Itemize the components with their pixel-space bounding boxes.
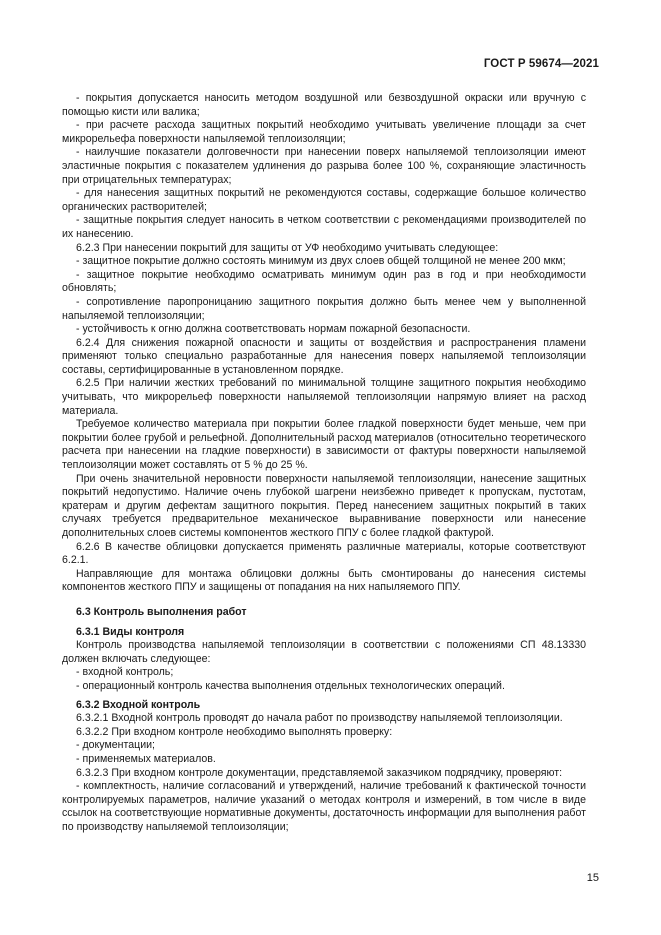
- paragraph: Контроль производства напыляемой теплоизоляции в соответствии с положениями СП 48.13330 должен включать следующее:: [62, 639, 586, 665]
- paragraph: - защитные покрытия следует наносить в четком соответствии с рекомендациями производителей по их нанесению.: [62, 214, 586, 240]
- paragraph: - входной контроль;: [76, 666, 174, 679]
- paragraph: - комплектность, наличие согласований и утверждений, наличие требований к фактической точности контролируемых параметров, наличие указаний о методах контроля и измерений, в том числе в виде ссылок на соответствующие нормативные документы, достаточность информации для выполнения работ по производству напыляемой теплоизоляции;: [62, 780, 586, 833]
- section-heading: 6.3 Контроль выполнения работ: [76, 605, 247, 618]
- paragraph: - устойчивость к огню должна соответствовать нормам пожарной безопасности.: [76, 323, 471, 336]
- paragraph: - защитное покрытие необходимо осматривать минимум один раз в год и при необходимости обновлять;: [62, 268, 586, 295]
- paragraph: 6.3.2.3 При входном контроле документации, представляемой заказчиком подрядчику, проверяют:: [76, 766, 563, 779]
- paragraph: - применяемых материалов.: [76, 752, 216, 765]
- paragraph: - при расчете расхода защитных покрытий необходимо учитывать увеличение площади за счет микрорельефа поверхности напыляемой теплоизоляции;: [62, 119, 586, 145]
- paragraph: 6.2.6 В качестве облицовки допускается применять различные материалы, которые соответствуют 6.2.1.: [62, 540, 586, 567]
- paragraph: - документации;: [76, 739, 155, 752]
- subsection-heading: 6.3.2 Входной контроль: [76, 698, 201, 711]
- paragraph: - для нанесения защитных покрытий не рекомендуются составы, содержащие большое количество органических растворителей;: [62, 187, 586, 213]
- document-header-id: ГОСТ Р 59674—2021: [483, 58, 599, 70]
- paragraph: - защитное покрытие должно состоять минимум из двух слоев общей толщиной не менее 200 мкм;: [76, 255, 566, 268]
- paragraph: - покрытия допускается наносить методом воздушной или безвоздушной окраски или вручную с помощью кисти или валика;: [62, 92, 586, 118]
- paragraph: 6.2.5 При наличии жестких требований по минимальной толщине защитного покрытия необходимо учитывать, что микрорельеф поверхности напыляемой теплоизоляции напрямую влияет на расход материала.: [62, 377, 586, 417]
- paragraph: Направляющие для монтажа облицовки должны быть смонтированы до нанесения системы компонентов жесткого ППУ и защищены от попадания на них напыляемого ППУ.: [62, 567, 586, 594]
- paragraph: - наилучшие показатели долговечности при нанесении поверх напыляемой теплоизоляции имеют эластичные покрытия с показателем удлинения до разрыва более 100 %, сохраняющие эластичность при отрицательных температурах;: [62, 146, 586, 186]
- paragraph: - операционный контроль качества выполнения отдельных технологических операций.: [76, 679, 505, 692]
- paragraph: 6.3.2.1 Входной контроль проводят до начала работ по производству напыляемой теплоизоляции.: [76, 712, 563, 725]
- paragraph: 6.3.2.2 При входном контроле необходимо выполнять проверку:: [76, 725, 393, 738]
- paragraph: При очень значительной неровности поверхности напыляемой теплоизоляции, нанесение защитных покрытий недопустимо. Наличие очень глубокой шагрени неизбежно приведет к пропускам, пустотам, кратерам и другим дефектам защитного покрытия. Перед нанесением защитных покрытий в таких случаях требуется предварительное механическое выравнивание поверхности или нанесение дополнительных слоев системы компонентов жесткого ППУ с более гладкой фактурой.: [62, 472, 586, 539]
- paragraph: 6.2.3 При нанесении покрытий для защиты от УФ необходимо учитывать следующее:: [76, 241, 499, 254]
- document-body: [62, 92, 586, 834]
- paragraph: Требуемое количество материала при покрытии более гладкой поверхности будет меньше, чем при покрытии более грубой и рельефной. Дополнительный расход материалов (относительно теоретического расчета при нанесении на гладкие поверхности) в зависимости от фактуры поверхности напыляемой теплоизоляции может составлять от 5 % до 25 %.: [62, 418, 586, 472]
- paragraph: 6.2.4 Для снижения пожарной опасности и защиты от воздействия и распространения пламени применяют только специально разработанные для нанесения поверх напыляемой теплоизоляции составы, сертифицированные в установленном порядке.: [62, 336, 586, 376]
- subsection-heading: 6.3.1 Виды контроля: [76, 625, 185, 638]
- page-number: 15: [586, 872, 599, 884]
- paragraph: - сопротивление паропроницанию защитного покрытия должно быть менее чем у выполненной напыляемой теплоизоляции;: [62, 295, 586, 322]
